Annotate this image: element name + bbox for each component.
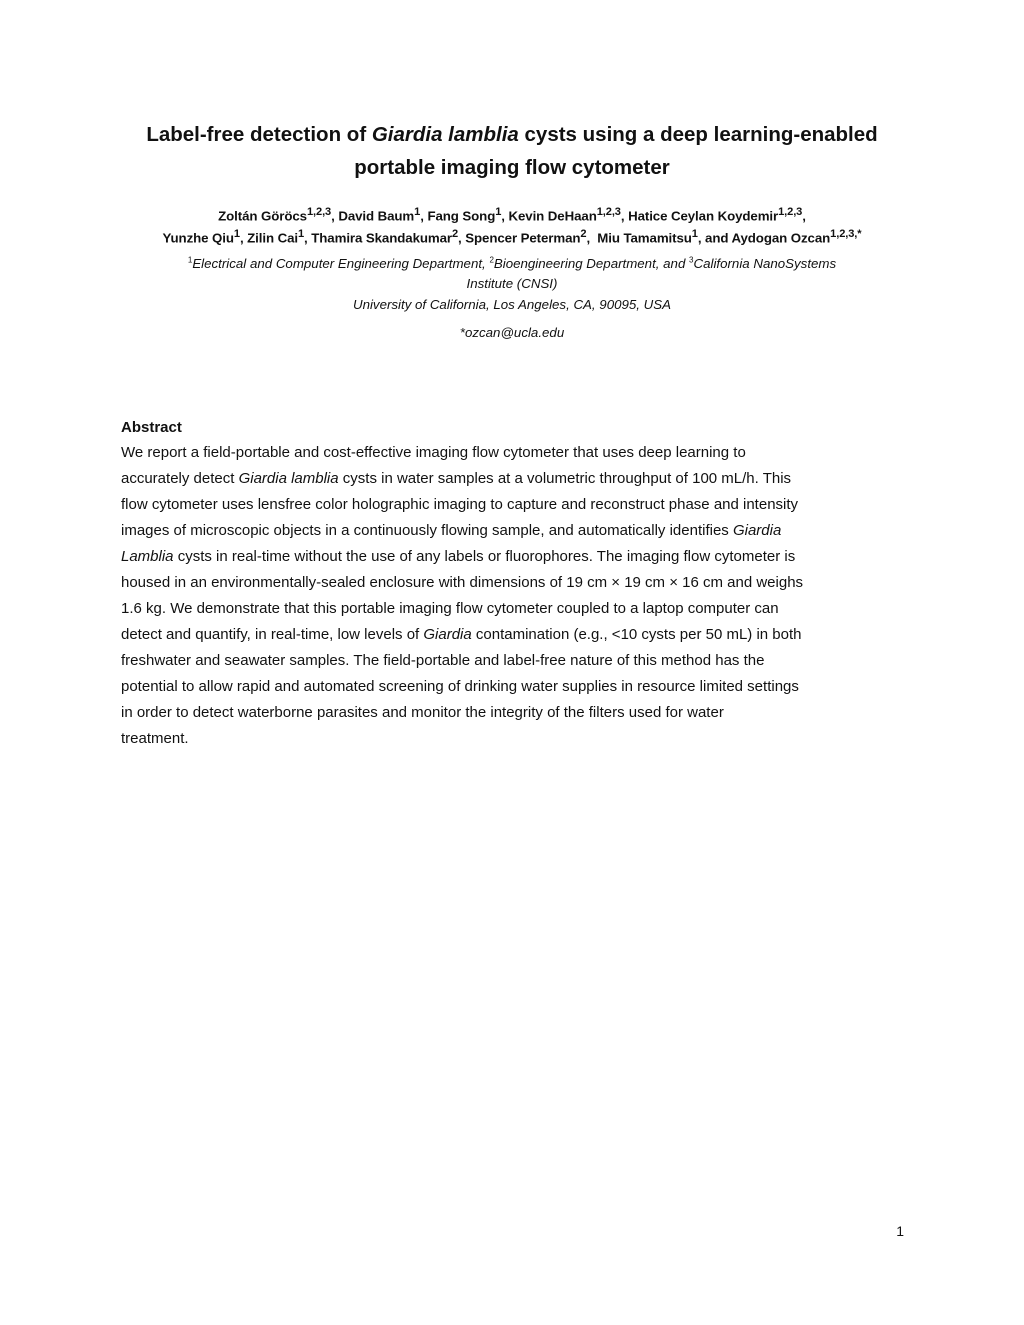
abstract-text: images of microscopic objects in a continuously flowing sample, and automatically identifies [121, 522, 733, 539]
author-affiliation-marker: 1 [691, 228, 698, 240]
abstract-text: potential to allow rapid and automated screening of drinking water supplies in resource limited settings [121, 678, 799, 695]
abstract-text: freshwater and seawater samples. The field-portable and label-free nature of this method has the [121, 652, 765, 669]
abstract-line [121, 726, 911, 752]
abstract-line [121, 544, 911, 570]
affiliation-text: Bioengineering Department, and [493, 256, 690, 271]
affiliation-line-3: University of California, Los Angeles, CA, 90095, USA [352, 297, 672, 312]
abstract-line [121, 648, 911, 674]
author-name: David Baum [338, 208, 415, 224]
abstract-line [121, 674, 911, 700]
author-affiliation-marker: 1 [495, 206, 502, 218]
author-separator: , [304, 230, 312, 246]
author-name: Thamira Skandakumar [311, 230, 452, 246]
author-separator: , [420, 208, 428, 224]
corresponding-email: *ozcan@ucla.edu [459, 325, 565, 340]
author-affiliation-marker: 1,2,3,* [830, 228, 862, 240]
abstract-text: accurately detect [121, 470, 239, 487]
paper-title-line-1 [110, 118, 914, 151]
abstract-line [121, 440, 911, 466]
title-text: cysts using a deep learning-enabled [518, 123, 878, 146]
abstract-line [121, 622, 911, 648]
abstract-heading: Abstract [121, 419, 182, 436]
abstract-line [121, 596, 911, 622]
title-species-name: Giardia lamblia [371, 123, 519, 146]
author-name: Zilin Cai [247, 230, 298, 246]
author-separator: , [501, 208, 509, 224]
abstract-text: treatment. [121, 730, 189, 747]
author-affiliation-marker: 2 [451, 228, 459, 240]
affiliation-text: Electrical and Computer Engineering Department, [192, 256, 490, 271]
abstract-line [121, 570, 911, 596]
author-affiliation-marker: 1,2,3 [596, 206, 621, 218]
author-affiliation-marker: 1 [297, 228, 305, 240]
abstract-text: in order to detect waterborne parasites and monitor the integrity of the filters used for water [121, 704, 724, 721]
author-separator: , [620, 208, 629, 224]
author-name: Aydogan Ozcan [731, 230, 831, 246]
author-separator: , [586, 230, 598, 246]
abstract-italic-term: Giardia lamblia [238, 470, 339, 487]
author-affiliation-marker: 1 [414, 206, 421, 218]
abstract-text: contamination (e.g., <10 cysts per 50 mL) in both [471, 626, 802, 643]
author-name: Hatice Ceylan Koydemir [628, 208, 779, 224]
abstract-text: 1.6 kg. We demonstrate that this portable imaging flow cytometer coupled to a laptop computer can [121, 600, 779, 617]
abstract-line [121, 518, 911, 544]
abstract-italic-term: Lamblia [121, 548, 174, 565]
abstract-italic-term: Giardia [732, 522, 782, 539]
author-affiliation-marker: 2 [580, 228, 587, 240]
author-name: Yunzhe Qiu [162, 230, 234, 246]
affiliation-text: California NanoSystems [693, 256, 837, 271]
abstract-line [121, 466, 911, 492]
abstract-italic-term: Giardia [423, 626, 472, 643]
author-name: Spencer Peterman [465, 230, 581, 246]
abstract-text: cysts in water samples at a volumetric throughput of 100 mL/h. This [338, 470, 792, 487]
abstract-text: cysts in real-time without the use of any labels or fluorophores. The imaging flow cytometer is [173, 548, 796, 565]
author-separator: , and [697, 230, 732, 246]
abstract-text: housed in an environmentally-sealed enclosure with dimensions of 19 cm × 19 cm × 16 cm and weighs [121, 574, 804, 591]
page-number: 1 [896, 1223, 904, 1239]
affiliation-marker: 3 [689, 255, 694, 265]
abstract-text: flow cytometer uses lensfree color holographic imaging to capture and reconstruct phase and intensity [121, 496, 799, 513]
author-affiliation-marker: 1,2,3 [778, 206, 803, 218]
abstract-text: We report a field-portable and cost-effective imaging flow cytometer that uses deep learning to [121, 444, 746, 461]
affiliation-line-2: Institute (CNSI) [466, 276, 558, 291]
abstract-line [121, 492, 911, 518]
paper-title-line-2: portable imaging flow cytometer [354, 156, 670, 179]
abstract-body [121, 440, 911, 752]
title-text: Label-free detection of [146, 123, 372, 146]
abstract-text: detect and quantify, in real-time, low levels of [121, 626, 424, 643]
author-name: Zoltán Göröcs [218, 208, 307, 224]
author-separator: , [458, 230, 466, 246]
author-separator: , [802, 208, 806, 224]
author-affiliation-marker: 1,2,3 [306, 206, 332, 218]
abstract-line [121, 700, 911, 726]
affiliation-line-1 [100, 254, 924, 274]
author-name: Kevin DeHaan [508, 208, 597, 224]
author-list-line-2 [90, 223, 934, 249]
author-separator: , [239, 230, 248, 246]
author-separator: , [331, 208, 339, 224]
affiliation-marker: 2 [489, 255, 494, 265]
author-affiliation-marker: 1 [233, 228, 240, 240]
author-name: Miu Tamamitsu [597, 230, 692, 246]
author-name: Fang Song [427, 208, 496, 224]
affiliation-marker: 1 [187, 255, 193, 265]
